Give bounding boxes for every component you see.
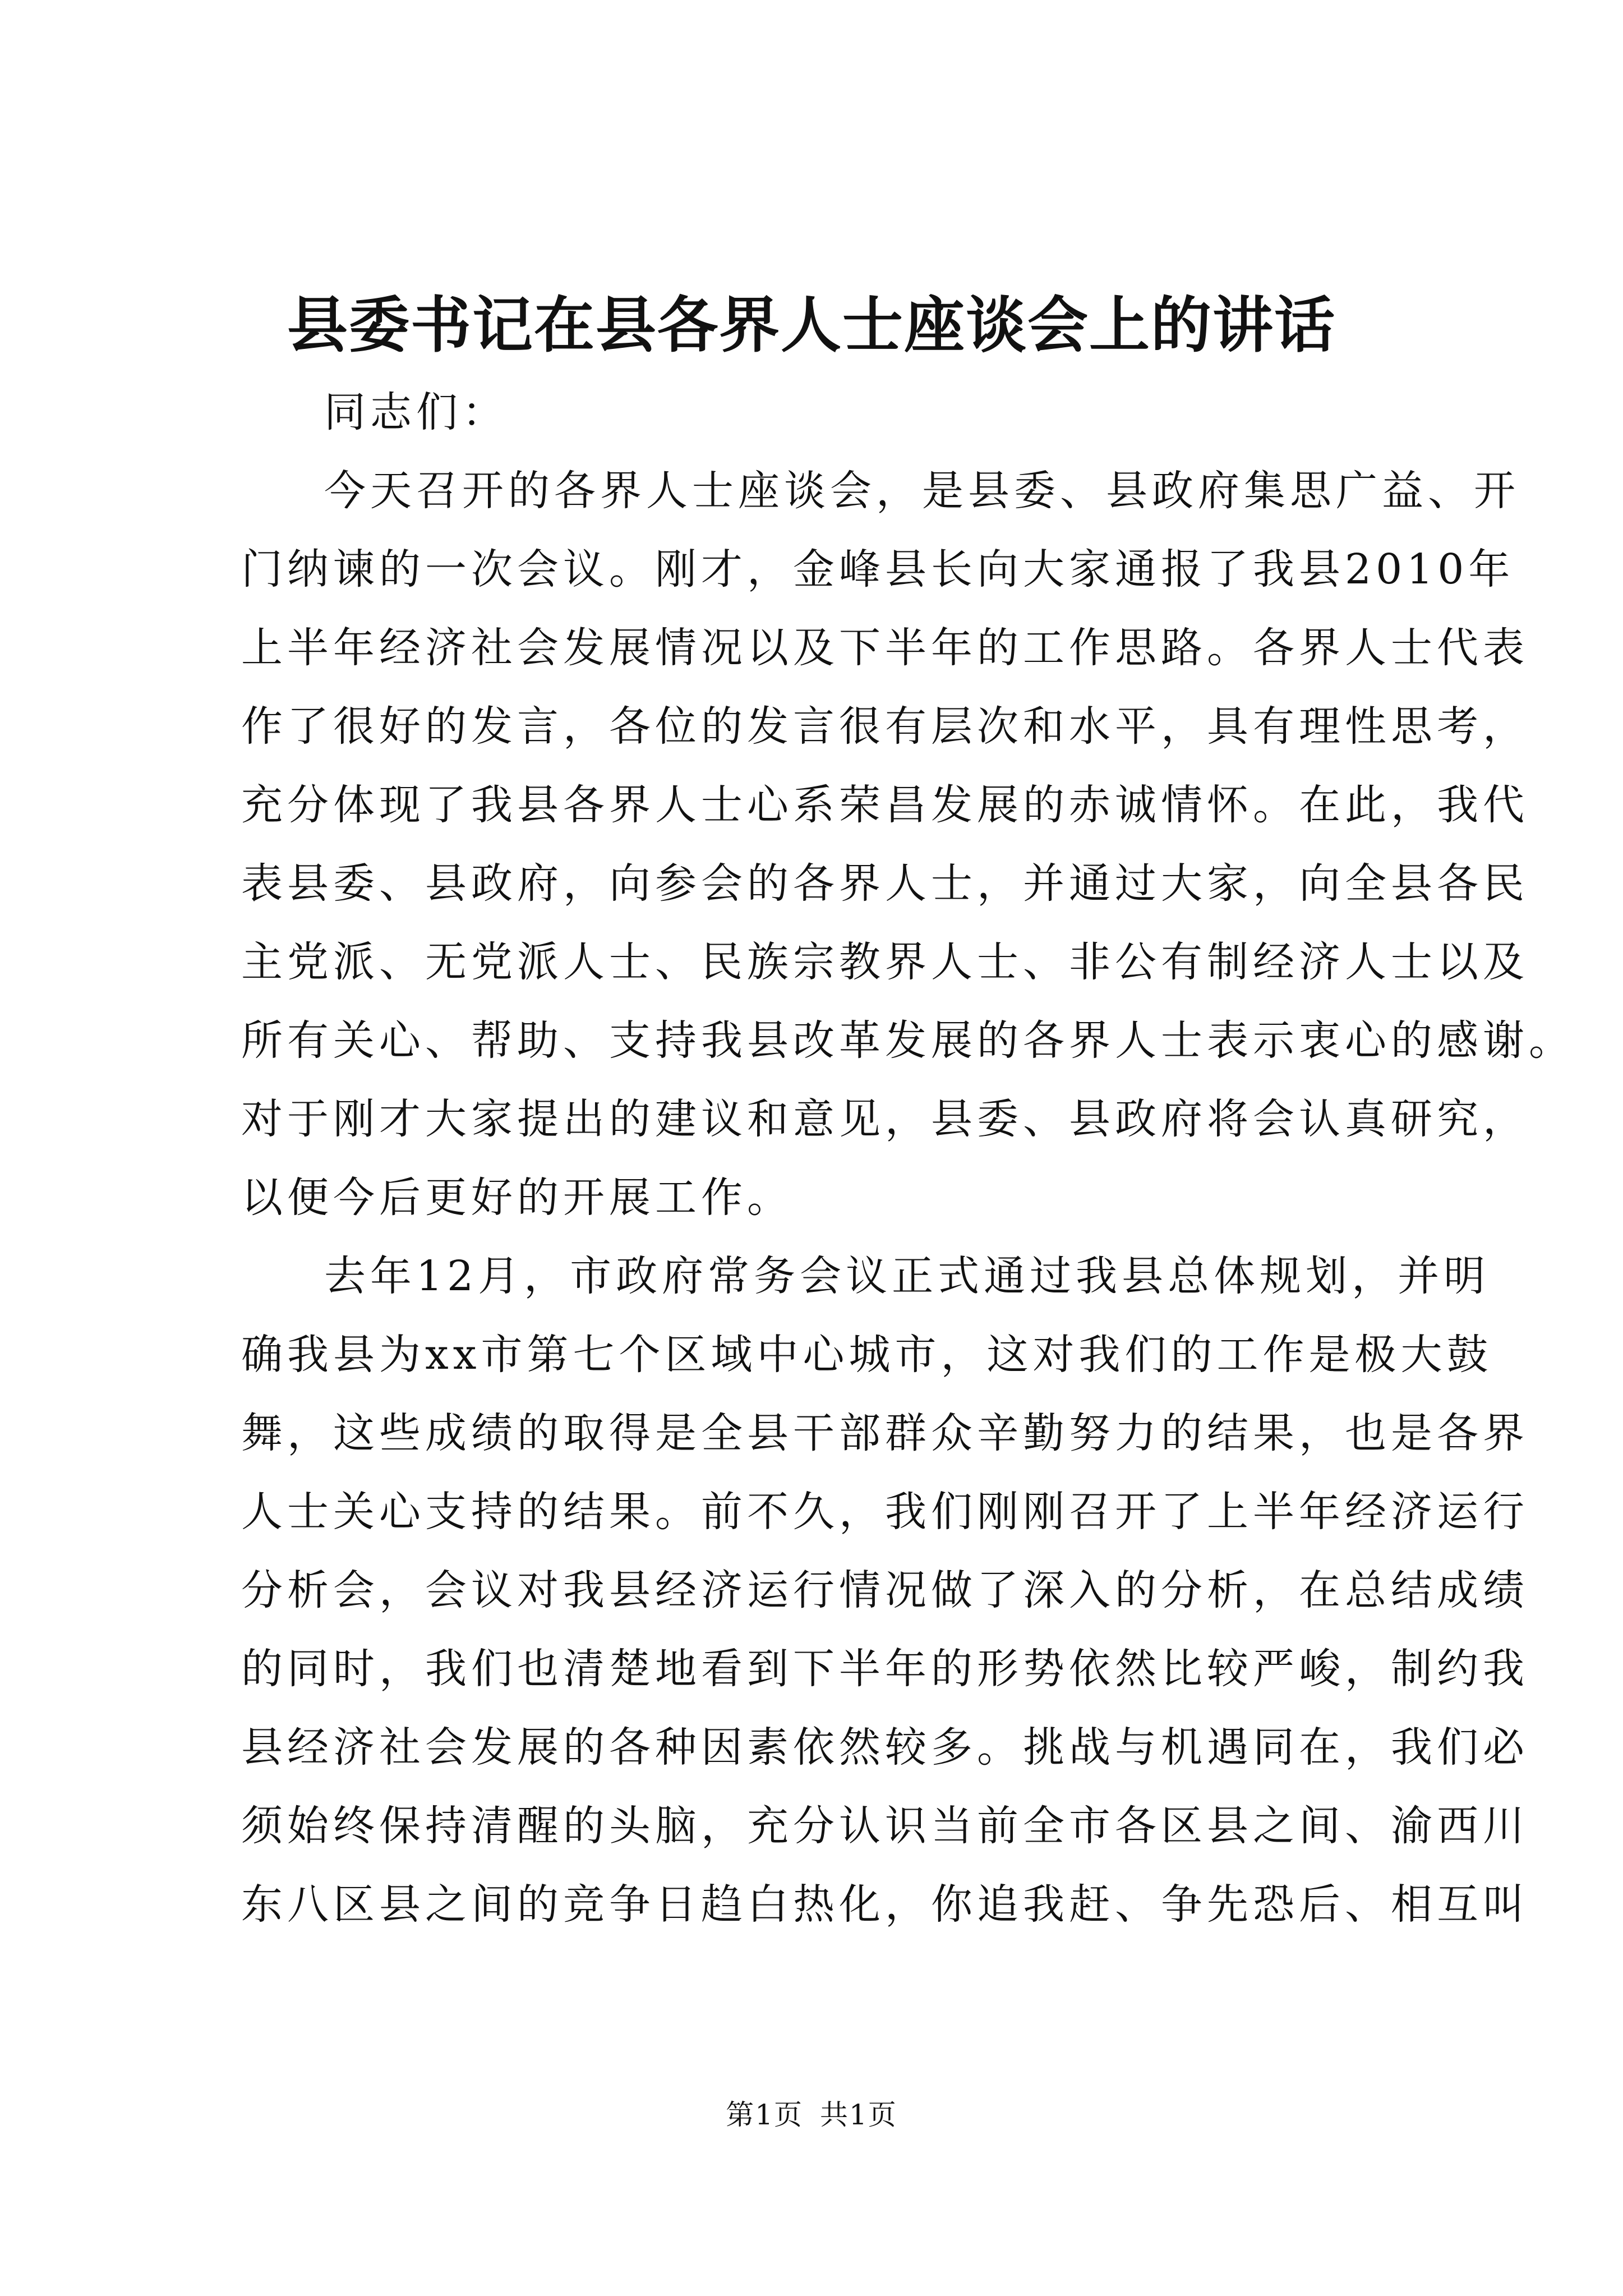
paragraph-line: 门纳谏的一次会议。刚才，金峰县长向大家通报了我县2010年 (241, 545, 1515, 593)
paragraph-line: 今天召开的各界人士座谈会，是县委、县政府集思广益、开 (324, 467, 1520, 515)
paragraph-line: 去年12月，市政府常务会议正式通过我县总体规划，并明 (324, 1252, 1490, 1300)
paragraph-line: 主党派、无党派人士、民族宗教界人士、非公有制经济人士以及 (241, 938, 1529, 986)
paragraph-line: 作了很好的发言，各位的发言很有层次和水平，具有理性思考， (241, 702, 1529, 751)
paragraph-line: 表县委、县政府，向参会的各界人士，并通过大家，向全县各民 (241, 859, 1529, 908)
page-number: 第1页 (726, 2099, 804, 2131)
paragraph-1 (241, 452, 1575, 1237)
paragraph-2 (241, 1237, 1529, 1944)
paragraph-line: 所有关心、帮助、支持我县改革发展的各界人士表示衷心的感谢。 (241, 1016, 1575, 1065)
paragraph-line: 充分体现了我县各界人士心系荣昌发展的赤诚情怀。在此，我代 (241, 781, 1529, 829)
paragraph-line: 确我县为xx市第七个区域中心城市，这对我们的工作是极大鼓 (241, 1331, 1493, 1379)
paragraph-line: 上半年经济社会发展情况以及下半年的工作思路。各界人士代表 (241, 624, 1529, 672)
paragraph-line: 分析会，会议对我县经济运行情况做了深入的分析，在总结成绩 (241, 1566, 1529, 1614)
document-title: 县委书记在县各界人士座谈会上的讲话 (287, 290, 1336, 361)
paragraph-line: 的同时，我们也清楚地看到下半年的形势依然比较严峻，制约我 (241, 1645, 1529, 1693)
paragraph-line: 人士关心支持的结果。前不久，我们刚刚召开了上半年经济运行 (241, 1488, 1529, 1536)
document-body (241, 373, 1575, 1944)
paragraph-line: 舞，这些成绩的取得是全县干部群众辛勤努力的结果，也是各界 (241, 1409, 1529, 1457)
paragraph-line: 东八区县之间的竞争日趋白热化，你追我赶、争先恐后、相互叫 (241, 1880, 1529, 1929)
salutation: 同志们： (324, 388, 508, 436)
paragraph-line: 县经济社会发展的各种因素依然较多。挑战与机遇同在，我们必 (241, 1723, 1529, 1772)
page-total: 共1页 (819, 2099, 897, 2131)
paragraph-line: 对于刚才大家提出的建议和意见，县委、县政府将会认真研究， (241, 1095, 1529, 1143)
paragraph-line: 以便今后更好的开展工作。 (241, 1174, 793, 1222)
paragraph-line: 须始终保持清醒的头脑，充分认识当前全市各区县之间、渝西川 (241, 1802, 1529, 1850)
page-footer (0, 2095, 1623, 2134)
